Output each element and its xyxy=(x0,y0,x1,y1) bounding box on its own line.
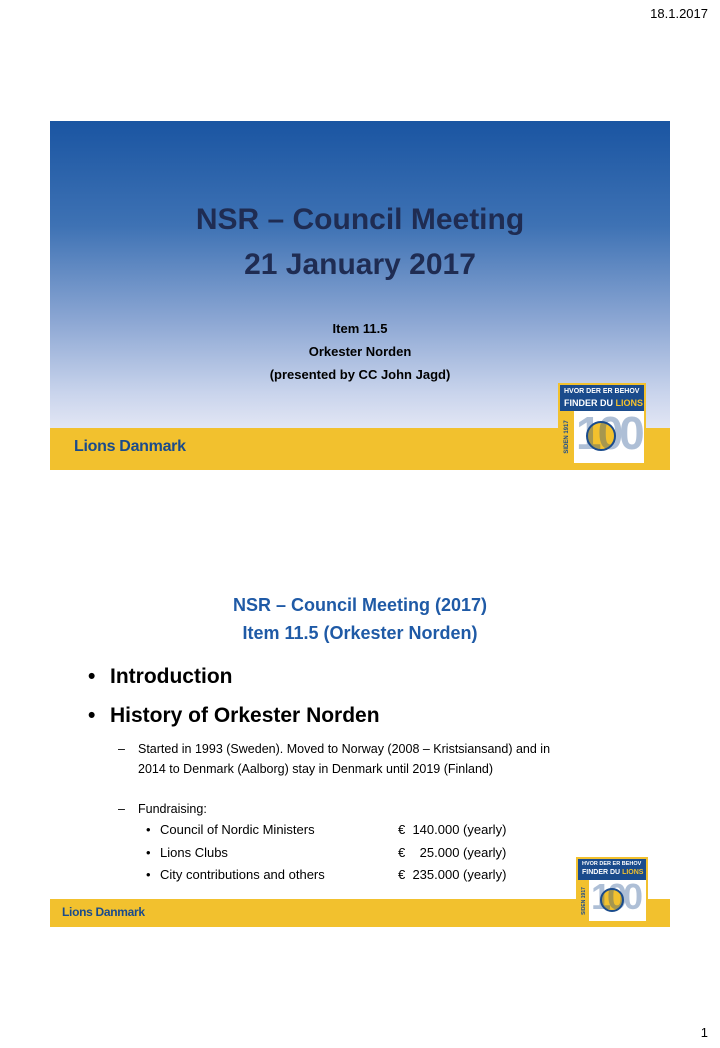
logo-tagline-2: FINDER DU LIONS xyxy=(582,869,644,876)
fundraising-amount: € 140.000 (yearly) xyxy=(398,822,507,837)
slide2-title-line1: NSR – Council Meeting (2017) xyxy=(232,595,488,615)
logo-tagline-1: HVOR DER ER BEHOV xyxy=(582,861,642,867)
slide2-title-line2: Item 11.5 (Orkester Norden) xyxy=(242,623,478,643)
bullet-icon: • xyxy=(88,704,96,727)
bullet-icon: • xyxy=(146,822,151,837)
item-number: Item 11.5 xyxy=(332,321,388,336)
content-slide xyxy=(50,583,670,927)
bullet-icon: • xyxy=(146,867,151,882)
slide2-title xyxy=(50,591,670,647)
brand-name: Lions Danmark xyxy=(74,438,186,455)
logo-hundred: 100 xyxy=(576,407,641,459)
slide-title-line2: 21 January 2017 xyxy=(244,248,476,281)
logo-tagline-2: FINDER DU LIONS xyxy=(564,398,644,408)
title-slide xyxy=(50,121,670,470)
centennial-logo xyxy=(576,857,648,923)
bullet-icon: • xyxy=(88,665,96,688)
dash-icon: – xyxy=(118,742,125,756)
slide-subtitle xyxy=(50,317,670,386)
slide-title xyxy=(50,197,670,287)
bullet-introduction: • Introduction xyxy=(88,665,233,688)
page-number: 1 xyxy=(700,1025,708,1040)
presenter: (presented by CC John Jagd) xyxy=(269,367,451,382)
logo-since: SIDEN 1917 xyxy=(564,420,570,454)
bullet-history: • History of Orkester Norden xyxy=(88,704,380,727)
history-detail: – Started in 1993 (Sweden). Moved to Norway (2008 – Kristsiansand) and in 2014 to Denmark (Aalborg) stay in Denmark until 2019 (Finland) xyxy=(118,739,638,779)
fundraising-amount: € 235.000 (yearly) xyxy=(398,867,507,882)
logo-tagline-1: HVOR DER ER BEHOV xyxy=(564,388,640,395)
centennial-logo xyxy=(558,383,646,465)
slide-title-line1: NSR – Council Meeting xyxy=(195,203,525,236)
fundraising-source: • City contributions and others xyxy=(146,867,325,882)
item-subject: Orkester Norden xyxy=(308,344,412,359)
logo-since: SIDEN 1917 xyxy=(580,886,587,915)
dash-icon: – xyxy=(118,802,125,816)
bullet-icon: • xyxy=(146,845,151,860)
fundraising-label: – Fundraising: xyxy=(118,799,638,819)
brand-name: Lions Danmark xyxy=(62,905,145,919)
page-date: 18.1.2017 xyxy=(650,6,708,21)
logo-hundred: 100 xyxy=(591,876,640,917)
fundraising-source: • Lions Clubs xyxy=(146,845,228,860)
fundraising-source: • Council of Nordic Ministers xyxy=(146,822,315,837)
fundraising-amount: € 25.000 (yearly) xyxy=(398,845,507,860)
